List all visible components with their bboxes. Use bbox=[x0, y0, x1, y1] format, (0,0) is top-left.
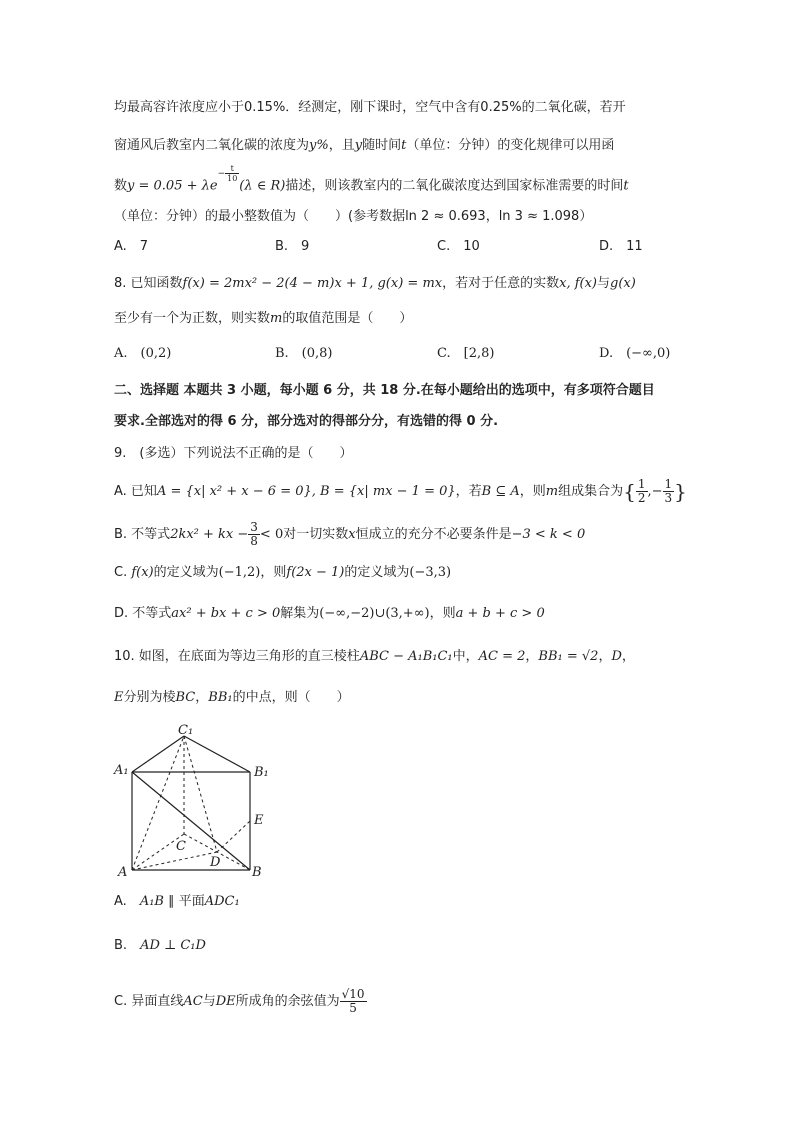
segment-a1-b bbox=[132, 772, 250, 870]
q10-option-c[interactable]: C. 异面直线AC与DE所成角的余弦值为 $\frac{√10}{5}$ bbox=[114, 987, 365, 1015]
q9-option-a[interactable]: A. 已知A = {x| x² + x − 6 = 0}, B = {x| mx − 1 = 0}，若B ⊆ A，则m组成集合为{ $\frac{1}{2}$ ,− $\frac{1}{3}$ } bbox=[114, 477, 687, 505]
label-c1: C₁ bbox=[178, 724, 194, 738]
edge-a1-c1 bbox=[132, 736, 184, 772]
q10-option-b[interactable]: B. AD ⊥ C₁D bbox=[114, 938, 206, 953]
label-a: A bbox=[118, 865, 128, 880]
q7-option-d[interactable]: D. 11 bbox=[599, 239, 643, 254]
q8-option-a[interactable]: A. (0,2) bbox=[114, 346, 172, 361]
q7-option-a[interactable]: A. 7 bbox=[114, 239, 149, 254]
label-a1: A₁ bbox=[114, 763, 129, 778]
segment-c1-d bbox=[184, 736, 217, 852]
q7-line-3: 数$y = 0.05 + \lambda e^{- \frac{t}{10}}$ (λ ∈ R)描述，则该教室内的二氧化碳浓度达到国家标准需要的时间t bbox=[114, 164, 629, 194]
section-2-heading-line-1: 二、选择题 本题共 3 小题，每小题 6 分，共 18 分.在每小题给出的选项中，有多项符合题目 bbox=[114, 383, 655, 398]
q10-option-a[interactable]: A. A₁B ∥ 平面ADC₁ bbox=[114, 894, 240, 909]
label-c: C bbox=[176, 839, 186, 854]
label-d: D bbox=[210, 855, 221, 870]
label-b1: B₁ bbox=[254, 765, 269, 780]
segment-d-e bbox=[217, 821, 250, 852]
q8-line-2: 至少有一个为正数，则实数m的取值范围是（ ） bbox=[114, 311, 413, 326]
q9-stem: 9. (多选）下列说法不正确的是（ ） bbox=[114, 446, 353, 461]
q7-option-c[interactable]: C. 10 bbox=[437, 239, 480, 254]
prism-figure bbox=[112, 724, 272, 884]
q7-option-b[interactable]: B. 9 bbox=[275, 239, 310, 254]
q8-option-c[interactable]: C. [2,8) bbox=[437, 346, 495, 361]
q7-line-4: （单位：分钟）的最小整数值为（ ）(参考数据ln 2 ≈ 0.693，ln 3 ≈ 1.098） bbox=[114, 209, 593, 224]
q8-line-1: 8. 已知函数f(x) = 2mx² − 2(4 − m)x + 1, g(x) = mx，若对于任意的实数x, f(x)与g(x) bbox=[114, 276, 636, 291]
q8-option-b[interactable]: B. (0,8) bbox=[275, 346, 333, 361]
edge-c1-b1 bbox=[184, 736, 250, 772]
q9-option-d[interactable]: D. 不等式ax² + bx + c > 0解集为(−∞,−2)∪(3,+∞)，则a + b + c > 0 bbox=[114, 606, 545, 621]
label-e: E bbox=[254, 813, 264, 828]
q9-option-b[interactable]: B. 不等式2kx² + kx − $\frac{3}{8}$ < 0对一切实数x恒成立的充分不必要条件是−3 < k < 0 bbox=[114, 520, 586, 548]
q10-line-1: 10. 如图，在底面为等边三角形的直三棱柱ABC − A₁B₁C₁中，AC = 2，BB₁ = √2，D， bbox=[114, 649, 635, 664]
q9-option-c[interactable]: C. f(x)的定义域为(−1,2)，则f(2x − 1)的定义域为(−3,3) bbox=[114, 565, 452, 580]
q7-line-1: 均最高容许浓度应小于0.15%．经测定，刚下课时，空气中含有0.25%的二氧化碳，若开 bbox=[114, 100, 626, 115]
section-2-heading-line-2: 要求.全部选对的得 6 分，部分选对的得部分分，有选错的得 0 分. bbox=[114, 414, 499, 429]
label-b: B bbox=[252, 865, 262, 880]
q10-line-2: E分别为棱BC，BB₁的中点，则（ ） bbox=[114, 690, 350, 705]
segment-a-d bbox=[132, 852, 217, 870]
q8-option-d[interactable]: D. (−∞,0) bbox=[599, 346, 671, 361]
q7-line-2: 窗通风后教室内二氧化碳的浓度为y%，且y随时间t（单位：分钟）的变化规律可以用函 bbox=[114, 138, 615, 153]
